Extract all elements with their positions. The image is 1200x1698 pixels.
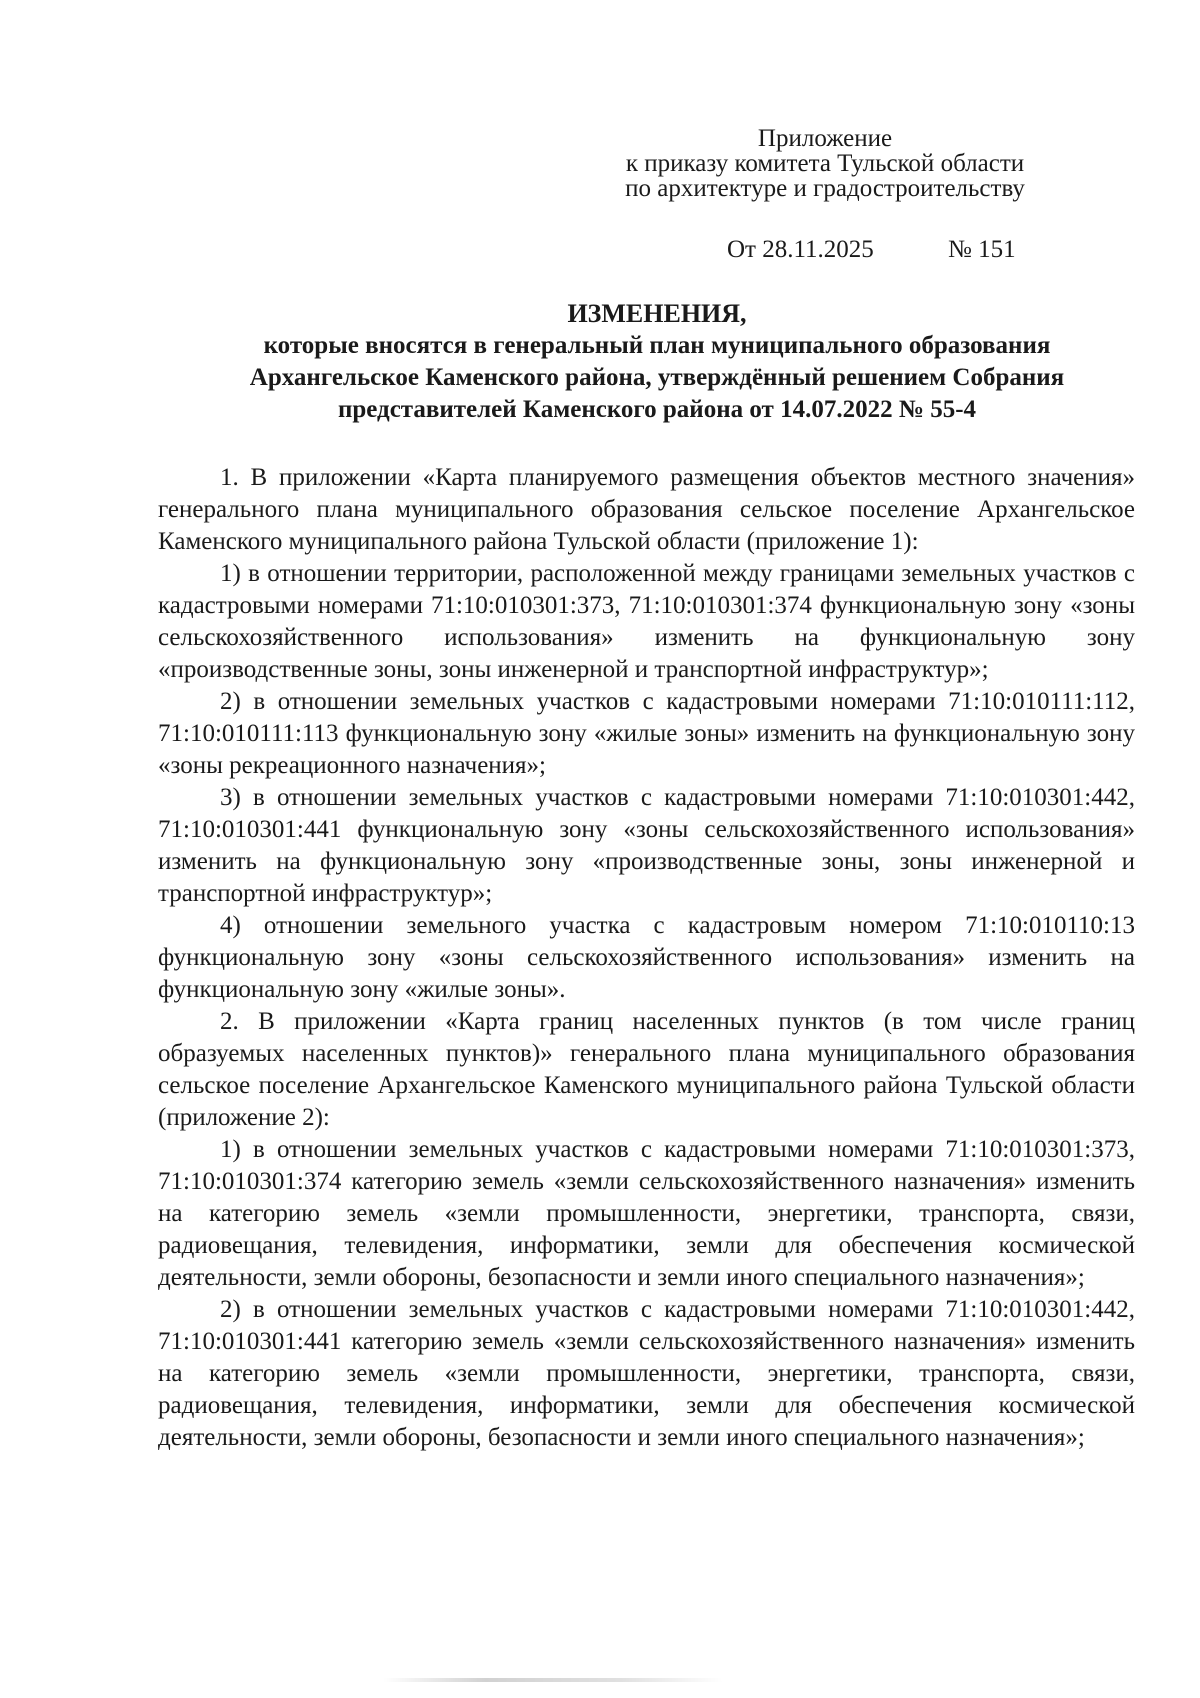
title-line-2: Архангельское Каменского района, утверждённый решением Собрания <box>249 364 1065 391</box>
order-number: № 151 <box>948 236 1016 263</box>
paragraph-item-1-4: 4) отношении земельного участка с кадастровым номером 71:10:010110:13 функциональную зону «зоны сельскохозяйственного использования» изменить на функциональную зону «жилые зоны». <box>158 912 1135 1003</box>
title-main: ИЗМЕНЕНИЯ, <box>567 299 747 328</box>
appendix-committee: по архитектуре и градостроительству <box>625 175 1025 202</box>
paragraph-item-1-3: 3) в отношении земельных участков с кадастровыми номерами 71:10:010301:442, 71:10:010301:441 функциональную зону «зоны сельскохозяйственного использования» изменить на функциональную зону «производственные зоны, зоны инженерной и транспортной инфраструктур»; <box>158 784 1135 907</box>
paragraph-section-2: 2. В приложении «Карта границ населенных пунктов (в том числе границ образуемых населенных пунктов)» генерального плана муниципального образования сельское поселение Архангельское Каменского муниципального района Тульской области (приложение 2): <box>158 1008 1135 1131</box>
document-body <box>158 462 1135 1454</box>
title-line-1: которые вносятся в генеральный план муниципального образования <box>263 332 1051 359</box>
paragraph-item-1-1: 1) в отношении территории, расположенной между границами земельных участков с кадастровыми номерами 71:10:010301:373, 71:10:010301:374 функциональную зону «зоны сельскохозяйственного использования» изменить на функциональную зону «производственные зоны, зоны инженерной и транспортной инфраструктур»; <box>158 560 1135 683</box>
appendix-title: Приложение <box>757 125 893 152</box>
paragraph-section-1: 1. В приложении «Карта планируемого размещения объектов местного значения» генерального плана муниципального образования сельское поселение Архангельское Каменского муниципального района Тульской области (приложение 1): <box>158 464 1135 555</box>
scan-artifact-line <box>383 1678 723 1682</box>
appendix-order-reference: к приказу комитета Тульской области <box>625 150 1025 177</box>
document-title <box>150 298 1164 426</box>
paragraph-item-2-2: 2) в отношении земельных участков с кадастровыми номерами 71:10:010301:442, 71:10:010301:441 категорию земель «земли сельскохозяйственного назначения» изменить на категорию земель «земли промышленности, энергетики, транспорта, связи, радиовещания, телевидения, информатики, земли для обеспечения космической деятельности, земли обороны, безопасности и земли иного специального назначения»; <box>158 1296 1135 1451</box>
paragraph-item-1-2: 2) в отношении земельных участков с кадастровыми номерами 71:10:010111:112, 71:10:010111:113 функциональную зону «жилые зоны» изменить на функциональную зону «зоны рекреационного назначения»; <box>158 688 1135 779</box>
title-line-3: представителей Каменского района от 14.07.2022 № 55-4 <box>337 396 977 423</box>
paragraph-item-2-1: 1) в отношении земельных участков с кадастровыми номерами 71:10:010301:373, 71:10:010301:374 категорию земель «земли сельскохозяйственного назначения» изменить на категорию земель «земли промышленности, энергетики, транспорта, связи, радиовещания, телевидения, информатики, земли для обеспечения космической деятельности, земли обороны, безопасности и земли иного специального назначения»; <box>158 1136 1135 1291</box>
order-date: От 28.11.2025 <box>727 236 874 263</box>
appendix-header <box>540 126 1110 201</box>
